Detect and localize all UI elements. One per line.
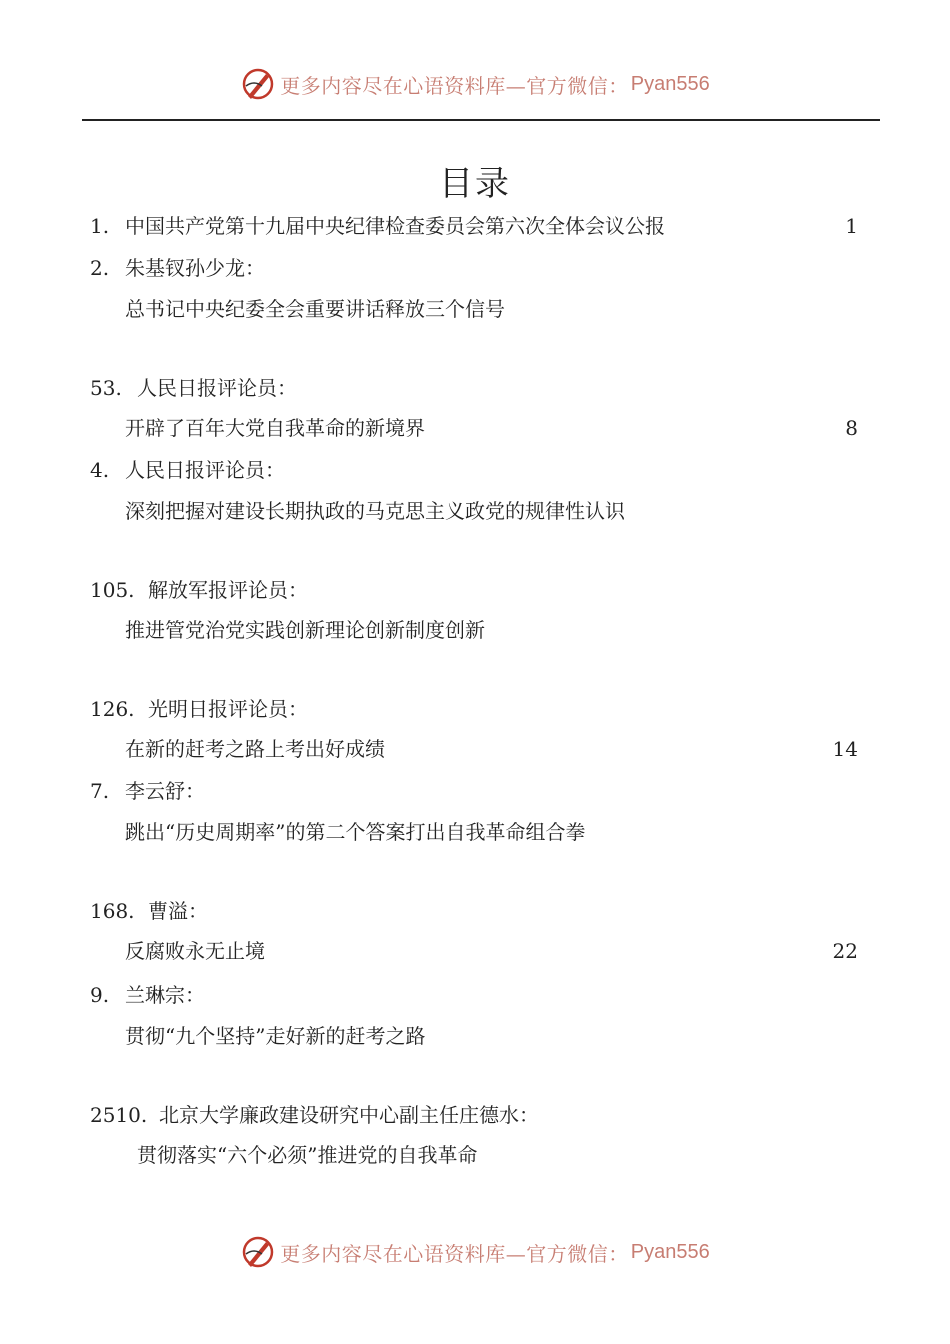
header-banner: [0, 64, 950, 104]
banner-text: 更多内容尽在心语资料库—官方微信：: [280, 73, 629, 98]
toc-entry-number: 126.: [90, 697, 135, 721]
toc-entry-number: 2.: [90, 256, 110, 280]
toc-entry-page: 14: [832, 737, 858, 761]
toc-entry-title: 朱基钗孙少龙：: [125, 256, 265, 280]
toc-entry-title: 曹溢：: [148, 899, 208, 923]
toc-entry-number: 9.: [90, 983, 110, 1007]
toc-entry-title: 贯彻落实“六个必须”推进党的自我革命: [137, 1143, 478, 1167]
toc-entry-number: 1.: [90, 214, 110, 238]
toc-entry-number: 7.: [90, 779, 110, 803]
toc-entry[interactable]: [0, 694, 950, 724]
pen-logo-icon: [240, 1234, 276, 1270]
toc-entry[interactable]: [0, 373, 950, 403]
toc-entry-title: 李云舒：: [125, 779, 205, 803]
toc-entry-subtitle[interactable]: [0, 1140, 950, 1170]
toc-entry-title: 推进管党治党实践创新理论创新制度创新: [125, 618, 485, 642]
toc-entry[interactable]: [0, 980, 950, 1010]
toc-entry-title: 解放军报评论员：: [148, 578, 308, 602]
banner-text: 更多内容尽在心语资料库—官方微信：: [280, 1241, 629, 1266]
toc-entry-title: 开辟了百年大党自我革命的新境界: [125, 416, 425, 440]
toc-entry[interactable]: [0, 211, 950, 241]
toc-entry-title: 总书记中央纪委全会重要讲话释放三个信号: [125, 297, 505, 321]
toc-entry[interactable]: [0, 896, 950, 926]
toc-entry[interactable]: [0, 253, 950, 283]
toc-entry-subtitle[interactable]: [0, 734, 950, 764]
toc-entry[interactable]: [0, 1100, 950, 1130]
toc-entry-subtitle[interactable]: [0, 413, 950, 443]
banner-wechat-id: Pyan556: [630, 72, 710, 95]
toc-entry-title: 人民日报评论员：: [125, 458, 285, 482]
toc-entry-number: 4.: [90, 458, 110, 482]
toc-entry-subtitle[interactable]: [0, 615, 950, 645]
toc-entry-subtitle[interactable]: [0, 294, 950, 324]
toc-entry-number: 53.: [90, 376, 122, 400]
footer-banner: [0, 1232, 950, 1272]
toc-entry-title: 光明日报评论员：: [148, 697, 308, 721]
toc-entry-title: 在新的赶考之路上考出好成绩: [125, 737, 385, 761]
toc-entry-title: 贯彻“九个坚持”走好新的赶考之路: [125, 1024, 426, 1048]
toc-entry-number: 168.: [90, 899, 135, 923]
toc-entry-title: 中国共产党第十九届中央纪律检查委员会第六次全体会议公报: [125, 214, 665, 238]
banner-wechat-id: Pyan556: [630, 1240, 710, 1263]
toc-entry-title: 反腐败永无止境: [125, 939, 265, 963]
toc-entry[interactable]: [0, 455, 950, 485]
toc-entry-title: 跳出“历史周期率”的第二个答案打出自我革命组合拳: [125, 820, 586, 844]
toc-entry-subtitle[interactable]: [0, 1021, 950, 1051]
toc-entry-title: 深刻把握对建设长期执政的马克思主义政党的规律性认识: [125, 499, 625, 523]
toc-entry-page: 22: [832, 939, 858, 963]
toc-entry-subtitle[interactable]: [0, 817, 950, 847]
toc-entry-title: 人民日报评论员：: [137, 376, 297, 400]
toc-entry-title: 兰琳宗：: [125, 983, 205, 1007]
toc-entry-number: 2510.: [90, 1103, 148, 1127]
toc-entry[interactable]: [0, 575, 950, 605]
toc-entry-number: 105.: [90, 578, 135, 602]
toc-entry-title: 北京大学廉政建设研究中心副主任庄德水：: [159, 1103, 539, 1127]
toc-entry-page: 1: [845, 214, 858, 238]
toc-entry-subtitle[interactable]: [0, 936, 950, 966]
pen-logo-icon: [240, 66, 276, 102]
toc-entry[interactable]: [0, 776, 950, 806]
toc-title: 目录: [439, 164, 511, 204]
header-rule: [82, 119, 880, 121]
toc-entry-page: 8: [845, 416, 858, 440]
toc-entry-subtitle[interactable]: [0, 496, 950, 526]
